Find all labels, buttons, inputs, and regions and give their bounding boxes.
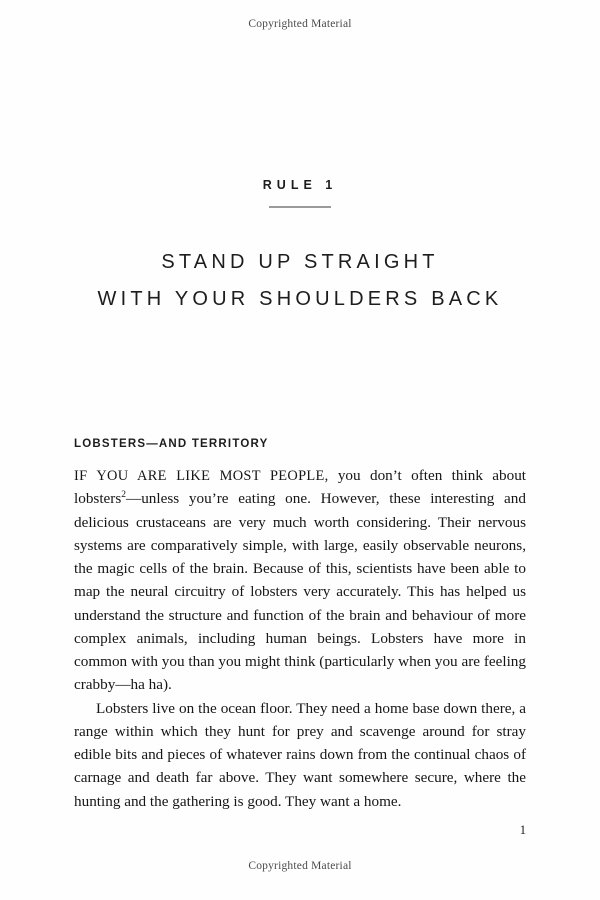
- page-number: 1: [519, 823, 526, 837]
- paragraph-1: [74, 464, 526, 697]
- paragraph-2: Lobsters live on the ocean floor. They need a home base down there, a range within which they hunt for prey and scavenge around for stray edible bits and pieces of whatever rains down from the continual chaos of carnage and death far above. They want somewhere secure, where the hunting and the gathering is good. They want a home.: [74, 699, 526, 810]
- section-heading: LOBSTERS—AND TERRITORY: [74, 438, 269, 450]
- page-content: [74, 0, 526, 813]
- body-text: [74, 464, 526, 813]
- copyright-watermark-bottom: Copyrighted Material: [248, 860, 352, 872]
- chapter-title-line-1: STAND UP STRAIGHT: [161, 251, 439, 273]
- chapter-title-line-2: WITH YOUR SHOULDERS BACK: [97, 288, 503, 310]
- footnote-marker: 2: [121, 490, 126, 501]
- rule-number-label: RULE 1: [262, 178, 338, 192]
- paragraph-1-text-a: you don’t often think about lobsters: [74, 467, 527, 508]
- title-divider: [269, 206, 331, 208]
- chapter-title: [74, 244, 526, 318]
- copyright-watermark-top: Copyrighted Material: [248, 18, 352, 30]
- paragraph-1-text-b: —unless you’re eating one. However, these interesting and delicious crustaceans are very much worth considering. Their nervous systems are comparatively simple, with large, easily observable neurons, the magic cells of the brain. Because of this, scientists have been able to map the neural circuitry of lobsters very accurately. This has helped us understand the structure and function of the brain and behaviour of more complex animals, including human beings. Lobsters have more in common with you than you might think (particularly when you are feeling crabby—ha ha).: [74, 490, 526, 694]
- paragraph-1-lead-in: IF YOU ARE LIKE MOST PEOPLE,: [74, 468, 329, 484]
